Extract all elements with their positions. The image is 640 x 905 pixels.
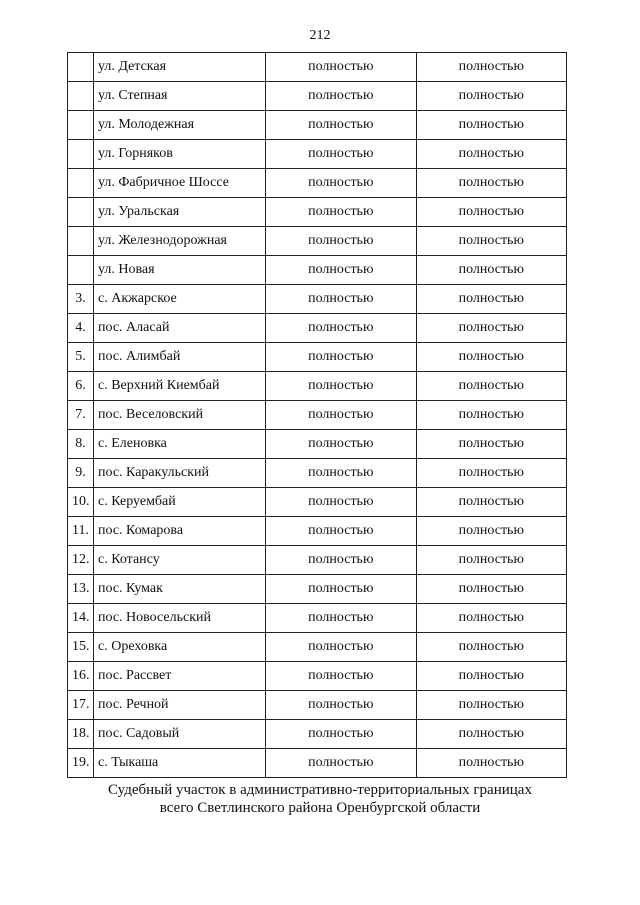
row-number-cell: 17. [68, 691, 94, 720]
coverage-cell-2: полностью [416, 285, 567, 314]
settlement-name-cell: пос. Садовый [94, 720, 266, 749]
table-row [68, 488, 567, 517]
row-number-cell: 11. [68, 517, 94, 546]
coverage-cell-2: полностью [416, 488, 567, 517]
row-number-cell: 14. [68, 604, 94, 633]
coverage-cell-1: полностью [266, 459, 417, 488]
coverage-cell-1: полностью [266, 546, 417, 575]
coverage-cell-2: полностью [416, 459, 567, 488]
settlement-name-cell: с. Еленовка [94, 430, 266, 459]
row-number-cell: 8. [68, 430, 94, 459]
table-row [68, 372, 567, 401]
coverage-cell-2: полностью [416, 343, 567, 372]
coverage-cell-1: полностью [266, 82, 417, 111]
row-number-cell: 12. [68, 546, 94, 575]
row-number-cell: 3. [68, 285, 94, 314]
settlement-name-cell: пос. Комарова [94, 517, 266, 546]
settlement-name-cell: пос. Аласай [94, 314, 266, 343]
row-number-cell: 19. [68, 749, 94, 778]
row-number-cell [68, 169, 94, 198]
coverage-cell-1: полностью [266, 720, 417, 749]
table-row [68, 691, 567, 720]
settlements-table [67, 52, 567, 778]
table-row [68, 169, 567, 198]
settlement-name-cell: с. Ореховка [94, 633, 266, 662]
row-number-cell [68, 111, 94, 140]
coverage-cell-1: полностью [266, 662, 417, 691]
table-row [68, 343, 567, 372]
coverage-cell-1: полностью [266, 517, 417, 546]
settlement-name-cell: ул. Детская [94, 53, 266, 82]
row-number-cell: 7. [68, 401, 94, 430]
coverage-cell-2: полностью [416, 53, 567, 82]
coverage-cell-2: полностью [416, 517, 567, 546]
table-row [68, 256, 567, 285]
table-row [68, 749, 567, 778]
coverage-cell-1: полностью [266, 604, 417, 633]
coverage-cell-1: полностью [266, 111, 417, 140]
coverage-cell-2: полностью [416, 749, 567, 778]
coverage-cell-2: полностью [416, 140, 567, 169]
row-number-cell: 6. [68, 372, 94, 401]
page-number: 212 [309, 28, 331, 43]
table-row [68, 140, 567, 169]
table-row [68, 53, 567, 82]
table-row [68, 314, 567, 343]
row-number-cell: 4. [68, 314, 94, 343]
settlement-name-cell: пос. Кумак [94, 575, 266, 604]
table-row [68, 546, 567, 575]
coverage-cell-1: полностью [266, 691, 417, 720]
table-row [68, 633, 567, 662]
table-row [68, 285, 567, 314]
coverage-cell-2: полностью [416, 720, 567, 749]
table-row [68, 401, 567, 430]
coverage-cell-2: полностью [416, 546, 567, 575]
row-number-cell: 9. [68, 459, 94, 488]
coverage-cell-2: полностью [416, 169, 567, 198]
coverage-cell-1: полностью [266, 169, 417, 198]
coverage-cell-1: полностью [266, 227, 417, 256]
coverage-cell-2: полностью [416, 198, 567, 227]
table-row [68, 720, 567, 749]
caption-line-1: Судебный участок в административно-территориальных границах [108, 782, 532, 798]
settlement-name-cell: ул. Уральская [94, 198, 266, 227]
table-row [68, 575, 567, 604]
table-row [68, 459, 567, 488]
row-number-cell: 5. [68, 343, 94, 372]
coverage-cell-2: полностью [416, 372, 567, 401]
coverage-cell-1: полностью [266, 256, 417, 285]
coverage-cell-2: полностью [416, 633, 567, 662]
coverage-cell-1: полностью [266, 401, 417, 430]
coverage-cell-1: полностью [266, 343, 417, 372]
row-number-cell: 18. [68, 720, 94, 749]
coverage-cell-2: полностью [416, 227, 567, 256]
settlement-name-cell: с. Верхний Киембай [94, 372, 266, 401]
row-number-cell: 13. [68, 575, 94, 604]
coverage-cell-2: полностью [416, 401, 567, 430]
coverage-cell-2: полностью [416, 111, 567, 140]
row-number-cell [68, 227, 94, 256]
coverage-cell-1: полностью [266, 575, 417, 604]
settlement-name-cell: пос. Рассвет [94, 662, 266, 691]
coverage-cell-2: полностью [416, 691, 567, 720]
coverage-cell-1: полностью [266, 140, 417, 169]
coverage-cell-2: полностью [416, 430, 567, 459]
settlement-name-cell: с. Тыкаша [94, 749, 266, 778]
settlement-name-cell: с. Акжарское [94, 285, 266, 314]
table-body [68, 53, 567, 778]
settlement-name-cell: пос. Речной [94, 691, 266, 720]
coverage-cell-1: полностью [266, 198, 417, 227]
coverage-cell-2: полностью [416, 82, 567, 111]
settlement-name-cell: пос. Новосельский [94, 604, 266, 633]
settlement-name-cell: ул. Новая [94, 256, 266, 285]
row-number-cell [68, 256, 94, 285]
row-number-cell [68, 53, 94, 82]
settlement-name-cell: с. Керуембай [94, 488, 266, 517]
settlement-name-cell: ул. Железнодорожная [94, 227, 266, 256]
coverage-cell-1: полностью [266, 372, 417, 401]
settlement-name-cell: ул. Степная [94, 82, 266, 111]
coverage-cell-1: полностью [266, 749, 417, 778]
table-row [68, 198, 567, 227]
settlement-name-cell: пос. Веселовский [94, 401, 266, 430]
coverage-cell-1: полностью [266, 430, 417, 459]
table-row [68, 430, 567, 459]
table-row [68, 662, 567, 691]
coverage-cell-2: полностью [416, 662, 567, 691]
table-row [68, 517, 567, 546]
table-row [68, 604, 567, 633]
caption [0, 781, 640, 817]
coverage-cell-1: полностью [266, 285, 417, 314]
coverage-cell-1: полностью [266, 488, 417, 517]
row-number-cell: 16. [68, 662, 94, 691]
table-row [68, 111, 567, 140]
coverage-cell-1: полностью [266, 314, 417, 343]
coverage-cell-1: полностью [266, 53, 417, 82]
row-number-cell [68, 198, 94, 227]
settlement-name-cell: ул. Молодежная [94, 111, 266, 140]
table-row [68, 82, 567, 111]
settlement-name-cell: с. Котансу [94, 546, 266, 575]
caption-line-2: всего Светлинского района Оренбургской области [159, 800, 481, 816]
row-number-cell: 10. [68, 488, 94, 517]
table-row [68, 227, 567, 256]
coverage-cell-2: полностью [416, 256, 567, 285]
settlement-name-cell: пос. Каракульский [94, 459, 266, 488]
settlement-name-cell: пос. Алимбай [94, 343, 266, 372]
coverage-cell-2: полностью [416, 314, 567, 343]
row-number-cell [68, 140, 94, 169]
row-number-cell: 15. [68, 633, 94, 662]
coverage-cell-1: полностью [266, 633, 417, 662]
row-number-cell [68, 82, 94, 111]
coverage-cell-2: полностью [416, 575, 567, 604]
coverage-cell-2: полностью [416, 604, 567, 633]
settlement-name-cell: ул. Фабричное Шоссе [94, 169, 266, 198]
settlement-name-cell: ул. Горняков [94, 140, 266, 169]
